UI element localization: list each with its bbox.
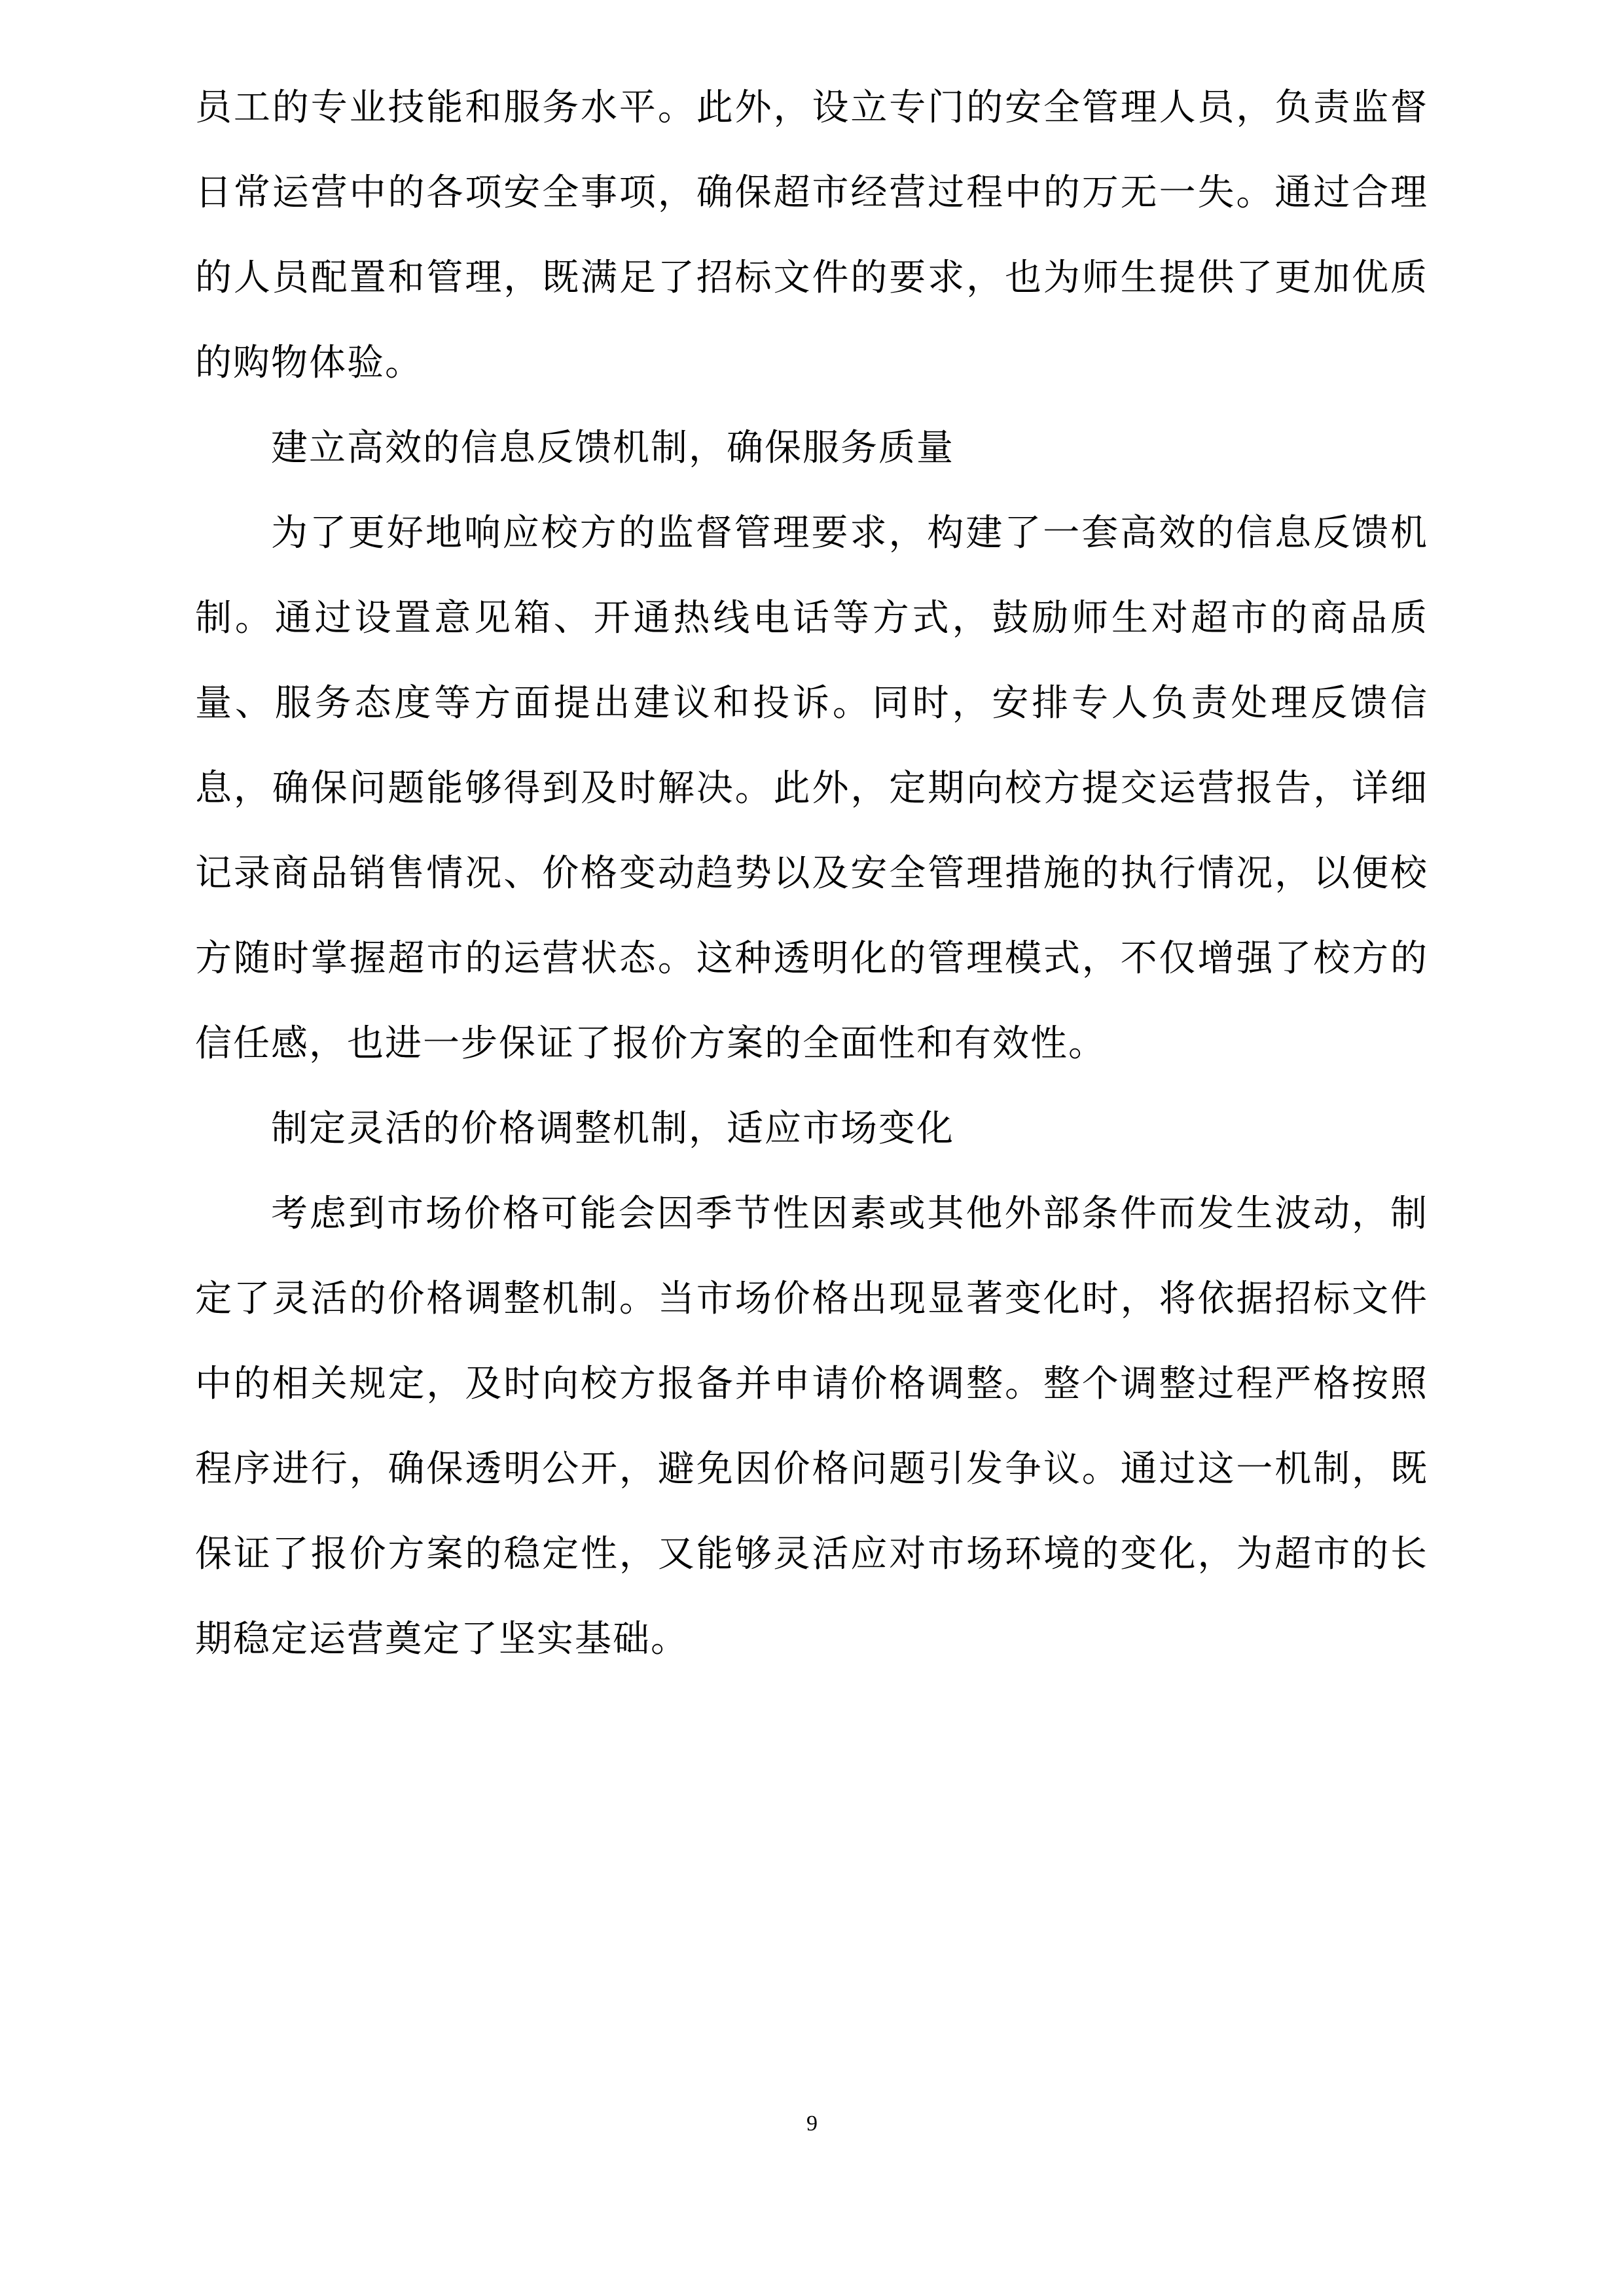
paragraph-feedback: 为了更好地响应校方的监督管理要求，构建了一套高效的信息反馈机制。通过设置意见箱、开通热线电话等方式，鼓励师生对超市的商品质量、服务态度等方面提出建议和投诉。同时，安排专人负责处理反馈信息，确保问题能够得到及时解决。此外，定期向校方提交运营报告，详细记录商品销售情况、价格变动趋势以及安全管理措施的执行情况，以便校方随时掌握超市的运营状态。这种透明化的管理模式，不仅增强了校方的信任感，也进一步保证了报价方案的全面性和有效性。 [195,512,1428,1065]
page-number: 9 [806,2111,818,2136]
section-heading-feedback: 建立高效的信息反馈机制，确保服务质量 [271,427,954,469]
paragraph-pricing: 考虑到市场价格可能会因季节性因素或其他外部条件而发生波动，制定了灵活的价格调整机制。当市场价格出现显著变化时，将依据招标文件中的相关规定，及时向校方报备并申请价格调整。整个调整过程严格按照程序进行，确保透明公开，避免因价格问题引发争议。通过这一机制，既保证了报价方案的稳定性，又能够灵活应对市场环境的变化，为超市的长期稳定运营奠定了坚实基础。 [195,1193,1428,1660]
section-heading-pricing: 制定灵活的价格调整机制，适应市场变化 [271,1107,954,1150]
paragraph-staffing: 员工的专业技能和服务水平。此外，设立专门的安全管理人员，负责监督日常运营中的各项安全事项，确保超市经营过程中的万无一失。通过合理的人员配置和管理，既满足了招标文件的要求，也为师生提供了更加优质的购物体验。 [195,86,1428,384]
